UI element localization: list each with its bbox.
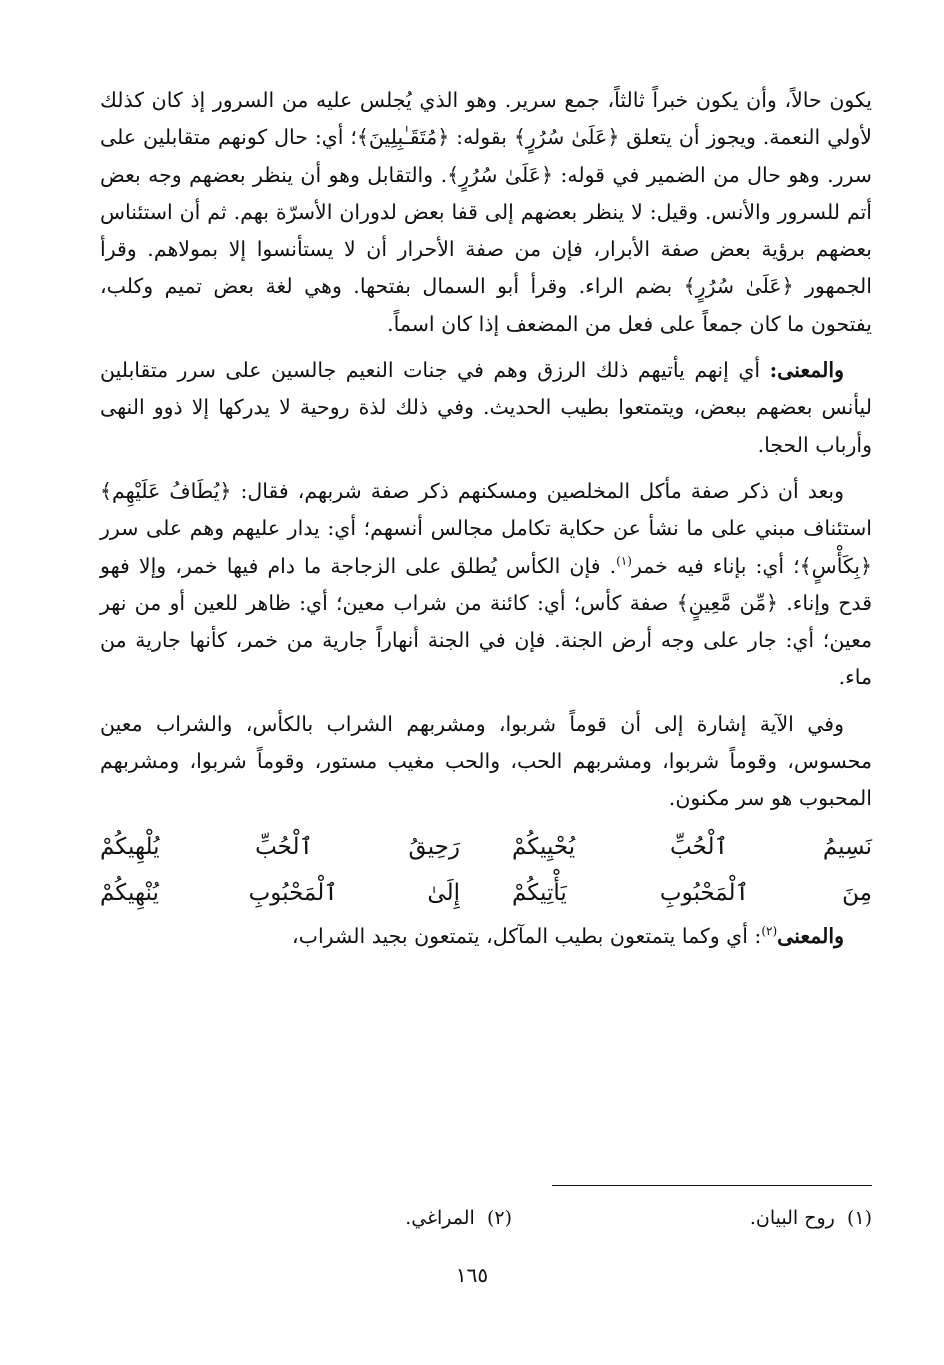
footnote-text: روح البيان.	[749, 1207, 835, 1229]
poem-hemistich: إِلَىٰ ٱلْمَحْبُوبِ يُنْهِيكُمْ	[100, 879, 460, 906]
paragraph	[100, 706, 872, 818]
paragraph-text: . فإن الكأس يُطلق على الزجاجة ما دام فيها خمر، وإلا فهو قدح وإناء. ﴿مِّن مَّعِينٍ﴾ صفة كأس؛ أي: كائنة من شراب معين؛ أي: ظاهر للعين أو من نهر معين؛ أي: جار على وجه أرض الجنة. فإن في الجنة أنهاراً جارية من خمر، كأنها جارية من ماء.	[100, 553, 872, 690]
paragraph-text: أي إنهم يأتيهم ذلك الرزق وهم في جنات النعيم جالسين على سرر متقابلين ليأنس بعضهم ببعض، ويتمتعوا بطيب الحديث. وفي ذلك لذة روحية لا يدركها إلا ذوو النهى وأرباب الحجا.	[100, 358, 872, 457]
footnote-1	[512, 1203, 872, 1233]
poem-line-2	[100, 870, 872, 916]
paragraph	[100, 473, 872, 697]
footnote-label: (١)	[846, 1207, 872, 1229]
footnote-2	[152, 1203, 512, 1233]
poem-hemistich: نَسِيمُ ٱلْحُبِّ يُحْيِيكُمْ	[512, 833, 872, 860]
paragraphs	[100, 82, 872, 818]
footnote-label: (٢)	[486, 1207, 512, 1229]
poem-hemistich: رَحِيقُ ٱلْحُبِّ يُلْهِيكُمْ	[100, 833, 460, 860]
paragraph-text: يكون حالاً، وأن يكون خبراً ثالثاً، جمع سرير. وهو الذي يُجلس عليه من السرور إذ كان كذلك لأولي النعمة. ويجوز أن يتعلق ﴿عَلَىٰ سُرُرٍ﴾ بقوله: ﴿مُتَقَـٰبِلِينَ﴾؛ أي: حال كونهم متقابلين على سرر. وهو حال من الضمير في قوله: ﴿عَلَىٰ سُرُرٍ﴾. والتقابل وهو أن ينظر بعضهم وجه بعض أتم للسرور والأنس. وقيل: لا ينظر بعضهم إلى قفا بعض لدوران الأسرّة بهم. ثم أن استئناس بعضهم برؤية بعض صفة الأبرار، فإن من صفة الأحرار أن لا يستأنسوا إلا بمولاهم. وقرأ الجمهور ﴿عَلَىٰ سُرُرٍ﴾ بضم الراء. وقرأ أبو السمال بفتحها. وهي لغة بعض تميم وكلب، يفتحون ما كان جمعاً على فعل من المضعف إذا كان اسماً.	[100, 88, 872, 336]
poem-hemistich: مِنَ ٱلْمَحْبُوبِ يَأْتِيكُمْ	[512, 879, 872, 906]
page-body	[100, 82, 872, 955]
page-number: ١٦٥	[455, 1263, 489, 1287]
footnote-text: المراغي.	[405, 1207, 475, 1229]
footnote-divider	[552, 1185, 872, 1186]
poem	[100, 824, 872, 916]
bold-term: والمعنى	[777, 923, 844, 948]
bold-term: والمعنى:	[769, 358, 844, 383]
paragraph	[100, 82, 872, 343]
footnote-ref: (٢)	[761, 923, 778, 938]
poem-line-1	[100, 824, 872, 870]
paragraph	[100, 352, 872, 464]
footnote-ref: (١)	[616, 553, 632, 568]
paragraph-text: وبعد أن ذكر صفة مأكل المخلصين ومسكنهم ذكر صفة شربهم، فقال: ﴿يُطَافُ عَلَيْهِم﴾ استئناف مبني على ما نشأ عن حكاية تكامل مجالس أنسهم؛ أي: يدار عليهم وهم على سرر ﴿بِكَأْسٍ﴾؛ أي: بإناء فيه خمر	[100, 478, 872, 578]
last-paragraph	[100, 918, 872, 955]
footnotes	[100, 1203, 872, 1233]
paragraph-text: وفي الآية إشارة إلى أن قوماً شربوا، ومشربهم الشراب بالكأس، والشراب معين محسوس، وقوماً شربوا، ومشربهم الحب، والحب مغيب مستور، وقوماً شربوا، ومشربهم المحبوب هو سر مكنون.	[100, 711, 872, 811]
paragraph-text: : أي وكما يتمتعون بطيب المآكل، يتمتعون بجيد الشراب،	[292, 923, 762, 948]
